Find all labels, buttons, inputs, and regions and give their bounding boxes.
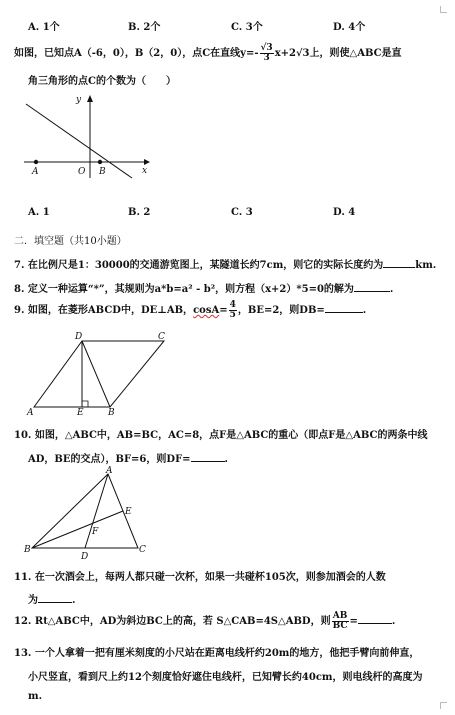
q9-label-c: C <box>158 332 165 342</box>
q8-answer-blank[interactable] <box>354 281 390 292</box>
q6-y-arrow <box>87 95 93 102</box>
q9-segment-db <box>82 341 110 407</box>
q10-label-b: B <box>24 545 31 555</box>
q10-line2: AD，BE的交点），BF=6，则DF= <box>28 454 191 465</box>
q9-label-b: B <box>108 408 115 416</box>
question-6 <box>14 44 402 63</box>
q12-answer-blank[interactable] <box>358 613 392 624</box>
q7-unit: km. <box>415 260 437 271</box>
q7-text: 7. 在比例尺是1：30000的交通游览图上，某隧道长约7cm，则它的实际长度约为 <box>14 260 384 271</box>
q6-label-x: x <box>142 166 148 176</box>
q9-figure <box>24 328 174 416</box>
q12-end: . <box>391 616 396 627</box>
q8-end: . <box>389 284 394 295</box>
q6-text-a: 如图，已知点A（-6，0），B（2，0），点C在直线y=- <box>14 48 259 59</box>
q6-text-b: x+2√3上，则使△ABC是直 <box>274 48 402 59</box>
q11-line1: 11. 在一次酒会上，每两人都只碰一次杯，如果一共碰杯105次，则参加酒会的人数 <box>14 572 386 583</box>
q12-eq: = <box>349 616 358 627</box>
q6-x-arrow <box>144 159 150 165</box>
q10-label-f: F <box>92 527 99 537</box>
q6-line2: 角三角形的点C的个数为（ ） <box>28 76 176 87</box>
q9-text-a: 9. 如图，在菱形ABCD中，DE⊥AB， <box>14 305 194 316</box>
q6-option-d: D. 4 <box>333 207 356 218</box>
q10-label-a: A <box>106 466 113 476</box>
q9-label-d: D <box>75 332 83 342</box>
q6-frac-num: √3 <box>260 43 273 53</box>
q9-eq: = <box>219 305 228 316</box>
section-heading: 二．填空题（共10小题） <box>14 236 127 247</box>
q5-option-c: C. 3个 <box>231 22 263 33</box>
q6-option-b: B. 2 <box>128 207 151 218</box>
q6-option-a: A. 1 <box>28 207 50 218</box>
q13-line2: 小尺竖直，看到尺上约12个刻度恰好遮住电线杆，已知臂长约40cm，则电线杆的高度为 <box>28 672 423 683</box>
q6-label-y: y <box>76 95 82 105</box>
question-9 <box>14 301 366 320</box>
q10-end: . <box>224 454 229 465</box>
q9-answer-blank[interactable] <box>325 302 363 313</box>
q9-frac-den: 5 <box>229 310 236 320</box>
q12-frac-den: BC <box>332 621 348 631</box>
q9-text-b: ，BE=2，则DB= <box>237 305 325 316</box>
q12-fraction <box>332 612 349 631</box>
q9-rhombus <box>34 341 164 407</box>
q6-figure <box>20 90 155 180</box>
corner-mark-top-right <box>440 6 447 13</box>
q6-point-a <box>34 160 38 164</box>
q5-option-a: A. 1个 <box>28 22 60 33</box>
q6-option-c: C. 3 <box>231 207 253 218</box>
q7-answer-blank[interactable] <box>383 257 415 268</box>
q9-end: . <box>362 305 367 316</box>
q11-line2-wrap <box>28 591 75 606</box>
q6-label-b: B <box>99 167 106 177</box>
q11-end: . <box>72 595 76 606</box>
q10-label-e: E <box>125 507 132 517</box>
q9-label-a: A <box>27 408 34 416</box>
q6-label-a: A <box>32 167 39 177</box>
q12-frac-num: AB <box>332 611 348 621</box>
question-12 <box>14 612 395 631</box>
q9-cos: cosA <box>193 305 220 316</box>
q6-label-o: O <box>78 167 86 177</box>
q10-line2-wrap <box>28 450 228 465</box>
q9-frac-num: 4 <box>229 300 236 310</box>
q9-right-angle <box>82 401 88 407</box>
q12-text-a: 12. Rt△ABC中，AD为斜边BC上的高，若 S△CAB=4S△ABD，则 <box>14 616 331 627</box>
q10-label-d: D <box>81 552 89 562</box>
q9-label-e: E <box>77 408 84 416</box>
question-7 <box>14 256 436 271</box>
q5-option-d: D. 4个 <box>333 22 366 33</box>
q9-fraction <box>229 301 237 320</box>
q10-median-be <box>32 511 123 548</box>
q13-line3: m. <box>28 691 43 702</box>
q13-line1: 13. 一个人拿着一把有厘米刻度的小尺站在距离电线杆约20m的地方，他把手臂向前伸直， <box>14 648 420 659</box>
q10-figure <box>22 466 162 562</box>
q6-frac-den: 3 <box>263 53 270 63</box>
q6-slope-fraction <box>260 44 274 63</box>
q6-point-b <box>98 160 102 164</box>
q10-answer-blank[interactable] <box>191 451 225 462</box>
q11-line2: 为 <box>28 595 38 606</box>
question-8 <box>14 280 393 295</box>
q10-line1: 10. 如图，△ABC中，AB=BC，AC=8，点F是△ABC的重心（即点F是△ABC的两条中线 <box>14 430 428 441</box>
corner-mark-bottom-right <box>440 702 447 709</box>
q5-option-b: B. 2个 <box>128 22 161 33</box>
q11-answer-blank[interactable] <box>38 592 72 603</box>
q8-text: 8. 定义一种运算“*”，其规则为a*b=a² - b²，则方程（x+2）*5=0的解为 <box>14 284 354 295</box>
q10-label-c: C <box>139 545 146 555</box>
